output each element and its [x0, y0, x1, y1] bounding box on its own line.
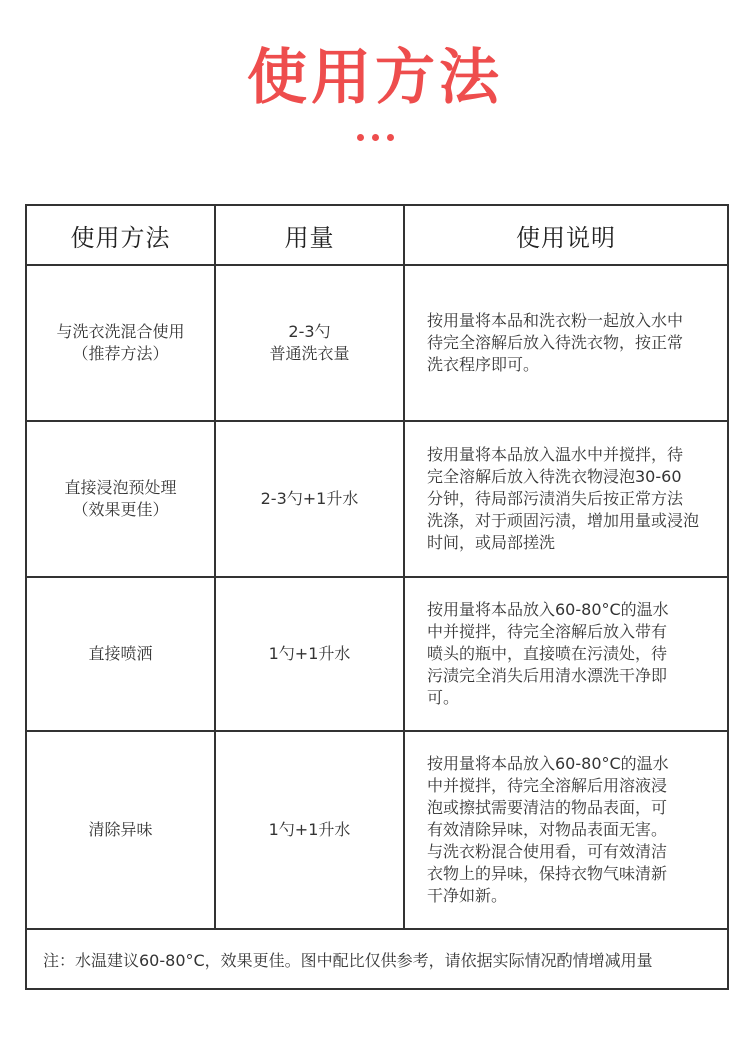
- instructions-text: 洗涤，对于顽固污渍，增加用量或浸泡: [427, 511, 700, 530]
- instructions-text: 可。: [427, 688, 460, 707]
- instructions-text: 中并搅拌，待完全溶解后用溶液浸: [427, 776, 668, 795]
- table-row: [26, 421, 728, 577]
- method-cell: [26, 265, 215, 421]
- instructions-cell: [404, 265, 728, 421]
- table-header-row: [26, 205, 728, 265]
- dosage-text: 2-3勺+1升水: [260, 489, 359, 508]
- dot-icon: [357, 134, 364, 141]
- instructions-text: 喷头的瓶中，直接喷在污渍处，待: [427, 644, 668, 663]
- instructions-text: 按用量将本品放入温水中并搅拌，待: [427, 445, 684, 464]
- table-row: [26, 731, 728, 929]
- instructions-text: 按用量将本品放入60-80°C的温水: [427, 600, 669, 619]
- header-instructions: 使用说明: [404, 205, 728, 265]
- note-row: [26, 929, 728, 989]
- instructions-text: 泡或擦拭需要清洁的物品表面，可: [427, 798, 668, 817]
- instructions-text: 污渍完全消失后用清水漂洗干净即: [427, 666, 668, 685]
- instructions-text: 有效清除异味，对物品表面无害。: [427, 820, 668, 839]
- table-row: [26, 265, 728, 421]
- instructions-cell: [404, 731, 728, 929]
- dosage-text: 2-3勺: [288, 322, 331, 341]
- instructions-text: 时间，或局部搓洗: [427, 533, 556, 552]
- dot-icon: [372, 134, 379, 141]
- method-cell: [26, 577, 215, 731]
- method-text: 与洗衣洗混合使用: [56, 322, 185, 341]
- decorative-dots: [0, 134, 750, 141]
- dosage-cell: [215, 731, 404, 929]
- instructions-text: 分钟，待局部污渍消失后按正常方法: [427, 489, 684, 508]
- table-row: [26, 577, 728, 731]
- method-cell: [26, 421, 215, 577]
- method-text: 直接喷洒: [88, 644, 153, 663]
- instructions-text: 与洗衣粉混合使用看，可有效清洁: [427, 842, 668, 861]
- page-title: 使用方法: [247, 43, 503, 113]
- dosage-text: 1勺+1升水: [268, 644, 351, 663]
- method-text: （推荐方法）: [72, 344, 169, 363]
- instructions-text: 中并搅拌，待完全溶解后放入带有: [427, 622, 668, 641]
- dosage-text: 1勺+1升水: [268, 820, 351, 839]
- instructions-cell: [404, 421, 728, 577]
- dosage-cell: [215, 421, 404, 577]
- note-text: 注：水温建议60-80°C，效果更佳。图中配比仅供参考，请依据实际情况酌情增减用量: [26, 929, 728, 989]
- usage-table: [25, 204, 729, 990]
- dosage-cell: [215, 577, 404, 731]
- instructions-cell: [404, 577, 728, 731]
- instructions-text: 完全溶解后放入待洗衣物浸泡30-60: [427, 467, 682, 486]
- method-text: 清除异味: [88, 820, 153, 839]
- instructions-text: 洗衣程序即可。: [427, 355, 540, 374]
- dot-icon: [387, 134, 394, 141]
- method-text: （效果更佳）: [72, 500, 169, 519]
- header-method: 使用方法: [26, 205, 215, 265]
- instructions-text: 按用量将本品和洗衣粉一起放入水中: [427, 311, 684, 330]
- method-cell: [26, 731, 215, 929]
- dosage-cell: [215, 265, 404, 421]
- header-dosage: 用量: [215, 205, 404, 265]
- instructions-text: 衣物上的异味，保持衣物气味清新: [427, 864, 668, 883]
- dosage-text: 普通洗衣量: [269, 344, 350, 363]
- method-text: 直接浸泡预处理: [64, 478, 177, 497]
- instructions-text: 按用量将本品放入60-80°C的温水: [427, 754, 669, 773]
- instructions-text: 待完全溶解后放入待洗衣物，按正常: [427, 333, 684, 352]
- instructions-text: 干净如新。: [427, 886, 508, 905]
